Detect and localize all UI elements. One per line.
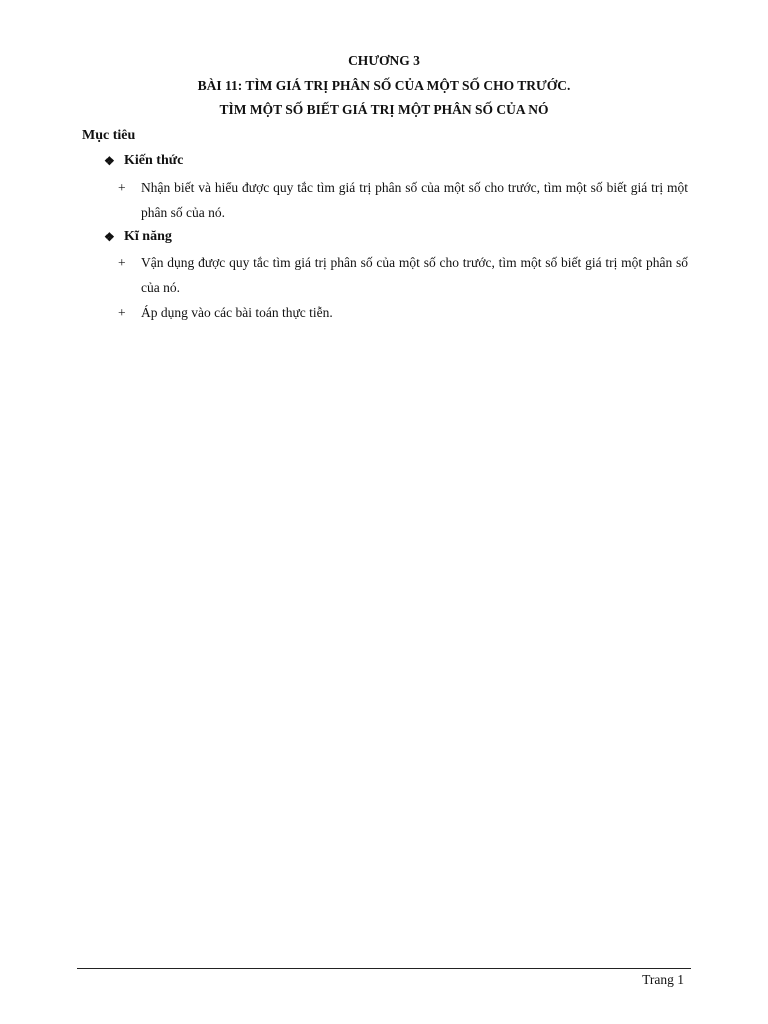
- plus-marker: +: [118, 255, 126, 270]
- diamond-bullet-icon: ❖: [104, 230, 115, 244]
- page-number: Trang 1: [642, 972, 684, 987]
- list-item: [118, 250, 688, 300]
- plus-marker: +: [118, 305, 126, 320]
- section-skills: [104, 228, 172, 246]
- section-heading: Kiến thức: [124, 153, 184, 168]
- objective-heading: Mục tiêu: [82, 128, 136, 143]
- lesson-title-line-1: BÀI 11: TÌM GIÁ TRỊ PHÂN SỐ CỦA MỘT SỐ CHO TRƯỚC.: [197, 78, 571, 93]
- list-item-text: Áp dụng vào các bài toán thực tiễn.: [141, 305, 333, 320]
- list-item-text: Vận dụng được quy tắc tìm giá trị phân số của một số cho trước, tìm một số biết giá trị một phân số của nó.: [141, 255, 688, 295]
- lesson-title-line-2: TÌM MỘT SỐ BIẾT GIÁ TRỊ MỘT PHÂN SỐ CỦA NÓ: [219, 102, 549, 117]
- list-item: [118, 300, 688, 325]
- plus-marker: +: [118, 180, 126, 195]
- footer-divider: [77, 968, 691, 969]
- diamond-bullet-icon: ❖: [104, 154, 115, 168]
- list-item: [118, 175, 688, 225]
- list-item-text: Nhận biết và hiểu được quy tắc tìm giá trị phân số của một số cho trước, tìm một số biết giá trị một phân số của nó.: [141, 180, 688, 220]
- section-knowledge: [104, 152, 183, 170]
- chapter-heading: CHƯƠNG 3: [348, 53, 420, 68]
- section-heading: Kĩ năng: [124, 229, 172, 244]
